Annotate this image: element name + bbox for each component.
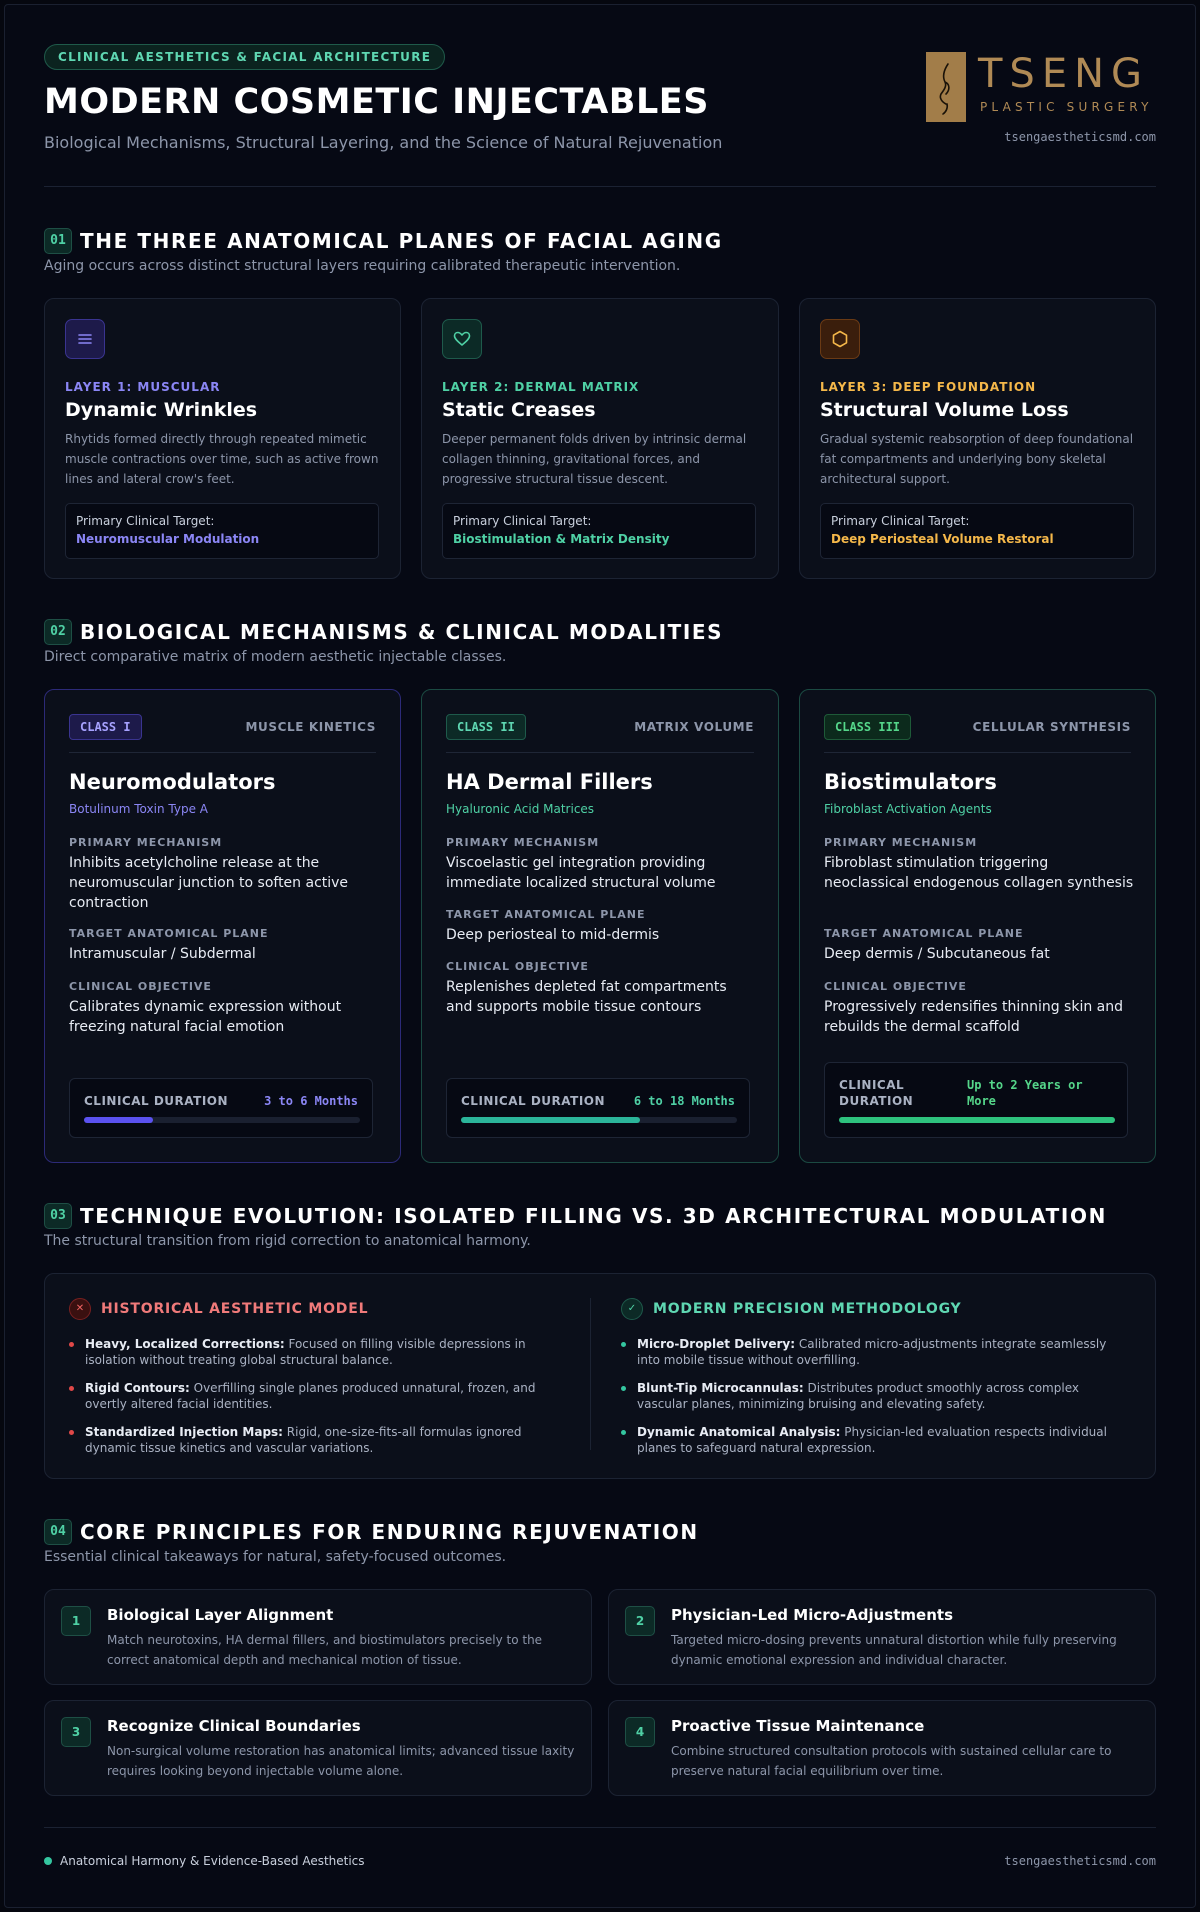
principle-title: Physician-Led Micro-Adjustments xyxy=(671,1606,954,1624)
item-text: Calibrated micro-adjustments integrate seamlessly into mobile tissue without overfilling. xyxy=(637,1337,1107,1367)
item-text: Rigid, one-size-fits-all formulas ignored dynamic tissue kinetics and vascular variations. xyxy=(85,1425,522,1455)
plane-label: TARGET ANATOMICAL PLANE xyxy=(446,908,646,921)
section-subtitle: Essential clinical takeaways for natural, safety-focused outcomes. xyxy=(44,1549,507,1565)
bullet-dot xyxy=(69,1386,74,1391)
target-label: Primary Clinical Target: xyxy=(76,514,215,528)
mechanism-value: Inhibits acetylcholine release at the neuromuscular junction to soften active contraction xyxy=(69,855,349,911)
hexagon-icon xyxy=(820,319,860,359)
plane-label: TARGET ANATOMICAL PLANE xyxy=(824,927,1024,940)
objective-label: CLINICAL OBJECTIVE xyxy=(69,980,212,993)
item-heading: Dynamic Anatomical Analysis: xyxy=(637,1425,841,1439)
principle-description: Non-surgical volume restoration has anatomical limits; advanced tissue laxity requires looking beyond injectable volume alone. xyxy=(107,1744,575,1778)
target-box xyxy=(820,503,1134,559)
section-title: BIOLOGICAL MECHANISMS & CLINICAL MODALITIES xyxy=(80,620,724,644)
section-subtitle: Direct comparative matrix of modern aesthetic injectable classes. xyxy=(44,649,507,665)
duration-bar-fill xyxy=(84,1117,153,1123)
class-card-biostimulators xyxy=(799,689,1156,1163)
layer-card-dermal xyxy=(421,298,779,579)
principle-title: Proactive Tissue Maintenance xyxy=(671,1717,925,1735)
duration-bar-fill xyxy=(839,1117,1115,1123)
duration-value: 3 to 6 Months xyxy=(264,1094,358,1108)
page-title: MODERN COSMETIC INJECTABLES xyxy=(44,82,709,122)
principle-card xyxy=(44,1589,592,1685)
historical-title: HISTORICAL AESTHETIC MODEL xyxy=(101,1301,369,1317)
target-label: Primary Clinical Target: xyxy=(453,514,592,528)
status-dot xyxy=(44,1857,52,1865)
section-number: 04 xyxy=(44,1519,72,1545)
principle-card xyxy=(608,1700,1156,1796)
target-value: Biostimulation & Matrix Density xyxy=(453,532,670,546)
menu-lines-icon xyxy=(65,319,105,359)
duration-bar xyxy=(839,1117,1115,1123)
section-number: 03 xyxy=(44,1203,72,1229)
class-divider xyxy=(824,752,1131,753)
target-value: Deep Periosteal Volume Restoral xyxy=(831,532,1054,546)
check-icon: ✓ xyxy=(621,1298,643,1320)
class-card-neuromodulators xyxy=(44,689,401,1163)
mechanism-value: Viscoelastic gel integration providing immediate localized structural volume xyxy=(446,855,716,891)
principle-card xyxy=(44,1700,592,1796)
objective-value: Progressively redensifies thinning skin and rebuilds the dermal scaffold xyxy=(824,999,1124,1035)
bullet-dot xyxy=(69,1342,74,1347)
footer-url[interactable]: tsengaestheticsmd.com xyxy=(1004,1854,1156,1868)
layer-description: Deeper permanent folds driven by intrinsic dermal collagen thinning, gravitational forces, and progressive structural tissue descent. xyxy=(442,432,747,486)
page-subtitle: Biological Mechanisms, Structural Layering, and the Science of Natural Rejuvenation xyxy=(44,133,723,152)
footer-tagline-text: Anatomical Harmony & Evidence-Based Aesthetics xyxy=(60,1854,365,1868)
technique-panel xyxy=(44,1273,1156,1479)
principle-title: Biological Layer Alignment xyxy=(107,1606,334,1624)
class-title: HA Dermal Fillers xyxy=(446,770,653,794)
class-kind: MUSCLE KINETICS xyxy=(245,720,376,734)
duration-box xyxy=(69,1078,373,1138)
class-subtitle: Hyaluronic Acid Matrices xyxy=(446,802,595,816)
layer-tag: LAYER 3: DEEP FOUNDATION xyxy=(820,380,1037,394)
section-number: 02 xyxy=(44,619,72,645)
target-box xyxy=(65,503,379,559)
bullet-dot xyxy=(621,1342,626,1347)
class-kind: CELLULAR SYNTHESIS xyxy=(972,720,1131,734)
principle-description: Match neurotoxins, HA dermal fillers, and biostimulators precisely to the correct anatomical depth and mechanical motion of tissue. xyxy=(107,1633,543,1667)
layer-title: Structural Volume Loss xyxy=(820,399,1069,421)
category-pill: CLINICAL AESTHETICS & FACIAL ARCHITECTURE xyxy=(44,44,445,70)
section-subtitle: The structural transition from rigid correction to anatomical harmony. xyxy=(44,1233,531,1249)
logo-mark-icon xyxy=(926,52,966,122)
principle-number: 3 xyxy=(61,1717,91,1747)
objective-value: Calibrates dynamic expression without freezing natural facial emotion xyxy=(69,999,342,1035)
duration-label: CLINICAL DURATION xyxy=(839,1078,914,1108)
header-divider xyxy=(44,186,1156,187)
class-badge: CLASS III xyxy=(824,714,911,740)
class-subtitle: Fibroblast Activation Agents xyxy=(824,802,992,816)
duration-bar xyxy=(84,1117,360,1123)
duration-box xyxy=(446,1078,750,1138)
item-heading: Rigid Contours: xyxy=(85,1381,190,1395)
objective-label: CLINICAL OBJECTIVE xyxy=(824,980,967,993)
class-badge: CLASS I xyxy=(69,714,142,740)
section-title: CORE PRINCIPLES FOR ENDURING REJUVENATION xyxy=(80,1520,699,1544)
section-title: TECHNIQUE EVOLUTION: ISOLATED FILLING VS. 3D ARCHITECTURAL MODULATION xyxy=(80,1204,1107,1228)
mechanism-label: PRIMARY MECHANISM xyxy=(824,836,978,849)
footer-tagline xyxy=(44,1854,365,1868)
item-heading: Heavy, Localized Corrections: xyxy=(85,1337,285,1351)
objective-label: CLINICAL OBJECTIVE xyxy=(446,960,589,973)
mechanism-value: Fibroblast stimulation triggering neoclassical endogenous collagen synthesis xyxy=(824,855,1134,891)
principle-number: 2 xyxy=(625,1606,655,1636)
duration-value: 6 to 18 Months xyxy=(633,1094,735,1108)
target-label: Primary Clinical Target: xyxy=(831,514,970,528)
class-title: Neuromodulators xyxy=(69,770,276,794)
class-divider xyxy=(446,752,754,753)
section-subtitle: Aging occurs across distinct structural layers requiring calibrated therapeutic intervention. xyxy=(44,258,681,274)
item-heading: Micro-Droplet Delivery: xyxy=(637,1337,796,1351)
item-text: Physician-led evaluation respects individual planes to safeguard natural expression. xyxy=(637,1425,1107,1455)
duration-label: CLINICAL DURATION xyxy=(84,1094,229,1108)
bullet-dot xyxy=(621,1430,626,1435)
objective-value: Replenishes depleted fat compartments and supports mobile tissue contours xyxy=(446,979,727,1015)
heart-icon xyxy=(442,319,482,359)
principle-number: 4 xyxy=(625,1717,655,1747)
class-badge: CLASS II xyxy=(446,714,526,740)
modern-title: MODERN PRECISION METHODOLOGY xyxy=(653,1301,962,1317)
class-divider xyxy=(69,752,376,753)
bullet-dot xyxy=(621,1386,626,1391)
x-icon: ✕ xyxy=(69,1298,91,1320)
item-text: Focused on filling visible depressions in isolation without treating global structural balance. xyxy=(85,1337,526,1367)
logo-tagline: PLASTIC SURGERY xyxy=(980,100,1153,114)
section-title: THE THREE ANATOMICAL PLANES OF FACIAL AGING xyxy=(80,229,723,253)
plane-value: Deep dermis / Subcutaneous fat xyxy=(824,946,1050,962)
footer-divider xyxy=(44,1827,1156,1828)
principle-description: Targeted micro-dosing prevents unnatural distortion while fully preserving dynamic emotional expression and individual character. xyxy=(671,1633,1117,1667)
plane-value: Intramuscular / Subdermal xyxy=(69,946,256,962)
class-kind: MATRIX VOLUME xyxy=(634,720,754,734)
brand-logo[interactable] xyxy=(926,52,1156,122)
header-url[interactable]: tsengaestheticsmd.com xyxy=(1004,130,1156,144)
bullet-dot xyxy=(69,1430,74,1435)
duration-bar-fill xyxy=(461,1117,640,1123)
duration-box xyxy=(824,1062,1128,1138)
principle-description: Combine structured consultation protocols with sustained cellular care to preserve natural facial equilibrium over time. xyxy=(671,1744,1112,1778)
item-heading: Blunt-Tip Microcannulas: xyxy=(637,1381,804,1395)
layer-description: Rhytids formed directly through repeated mimetic muscle contractions over time, such as active frown lines and lateral crow's feet. xyxy=(65,432,379,486)
layer-tag: LAYER 1: MUSCULAR xyxy=(65,380,221,394)
layer-card-foundation xyxy=(799,298,1156,579)
class-subtitle: Botulinum Toxin Type A xyxy=(69,802,208,816)
layer-title: Static Creases xyxy=(442,399,596,421)
principle-card xyxy=(608,1589,1156,1685)
duration-value: Up to 2 Years or More xyxy=(967,1078,1083,1108)
duration-bar xyxy=(461,1117,737,1123)
mechanism-label: PRIMARY MECHANISM xyxy=(69,836,223,849)
principle-number: 1 xyxy=(61,1606,91,1636)
layer-card-muscular xyxy=(44,298,401,579)
principle-title: Recognize Clinical Boundaries xyxy=(107,1717,361,1735)
class-title: Biostimulators xyxy=(824,770,997,794)
duration-label: CLINICAL DURATION xyxy=(461,1094,606,1108)
target-box xyxy=(442,503,756,559)
plane-label: TARGET ANATOMICAL PLANE xyxy=(69,927,269,940)
column-divider xyxy=(590,1298,591,1450)
target-value: Neuromuscular Modulation xyxy=(76,532,260,546)
item-heading: Standardized Injection Maps: xyxy=(85,1425,283,1439)
layer-tag: LAYER 2: DERMAL MATRIX xyxy=(442,380,640,394)
layer-description: Gradual systemic reabsorption of deep foundational fat compartments and underlying bony skeletal architectural support. xyxy=(820,432,1134,486)
class-card-ha-fillers xyxy=(421,689,779,1163)
section-number: 01 xyxy=(44,228,72,254)
item-text: Distributes product smoothly across complex vascular planes, minimizing bruising and elevating safety. xyxy=(637,1381,1079,1411)
mechanism-label: PRIMARY MECHANISM xyxy=(446,836,600,849)
item-text: Overfilling single planes produced unnatural, frozen, and overtly altered facial identities. xyxy=(85,1381,536,1411)
plane-value: Deep periosteal to mid-dermis xyxy=(446,927,660,943)
layer-title: Dynamic Wrinkles xyxy=(65,399,258,421)
logo-wordmark: TSENG xyxy=(978,51,1150,97)
